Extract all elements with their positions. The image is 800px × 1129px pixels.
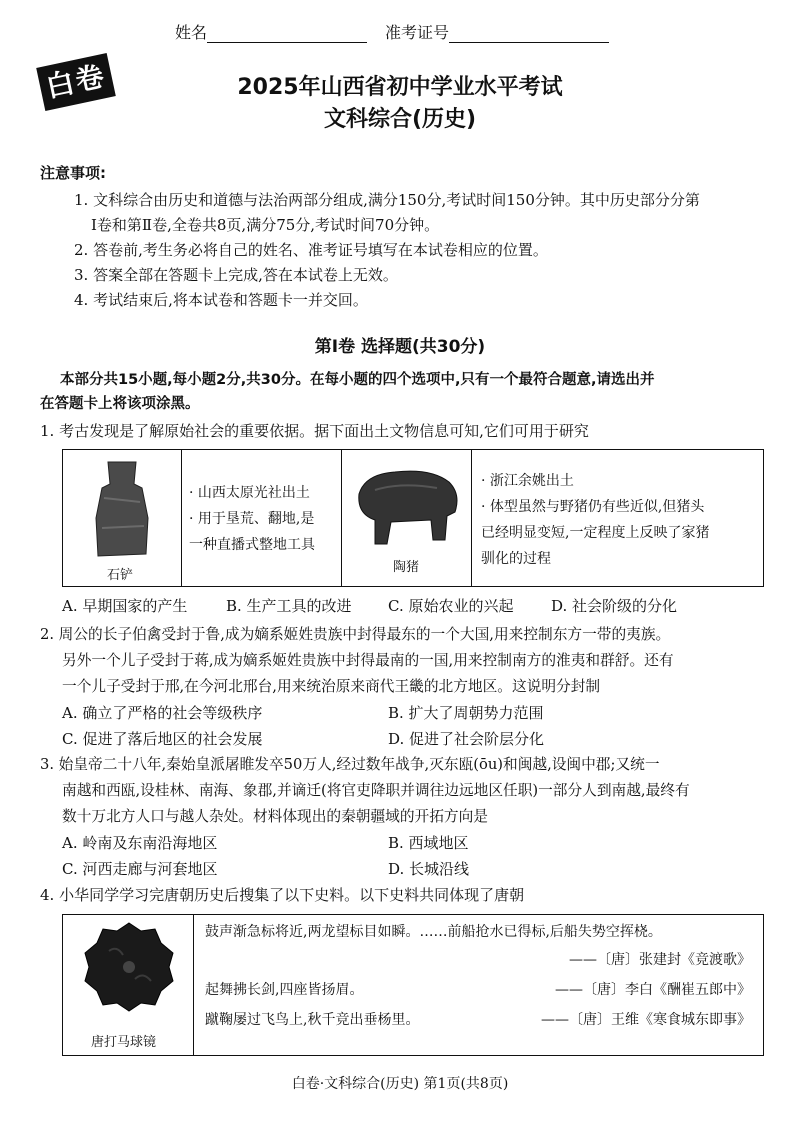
- exam-title: 2025年山西省初中学业水平考试: [237, 75, 563, 100]
- poem-1-source: ——〔唐〕张建封《竞渡歌》: [569, 952, 751, 968]
- q2-line-2: 另外一个儿子受封于蒋,成为嫡系姬姓贵族中封得最南的一国,用来控制南方的淮夷和群舒。还有: [62, 652, 674, 669]
- stone-spade-info-3: 一种直播式整地工具: [189, 537, 315, 553]
- q1-option-c: C. 原始农业的兴起: [388, 597, 514, 615]
- section-title: 第Ⅰ卷 选择题(共30分): [314, 337, 486, 357]
- q1-option-d: D. 社会阶级的分化: [551, 597, 678, 615]
- q4-source-table: [62, 914, 764, 1056]
- q4-stem: 4. 小华同学学习完唐朝历史后搜集了以下史料。以下史料共同体现了唐朝: [40, 886, 525, 904]
- pottery-pig-icon: [351, 460, 463, 552]
- name-blank: [207, 24, 367, 43]
- polo-mirror-caption: 唐打马球镜: [91, 1035, 157, 1050]
- pottery-pig-caption: 陶猪: [393, 560, 420, 575]
- q2-option-c: C. 促进了落后地区的社会发展: [62, 730, 263, 748]
- q1-artifact-table: [62, 449, 764, 587]
- poem-3-text: 蹴鞠屡过飞鸟上,秋千竞出垂杨里。: [205, 1012, 420, 1028]
- q2-option-d: D. 促进了社会阶层分化: [388, 730, 545, 748]
- q3-option-b: B. 西域地区: [388, 834, 469, 852]
- note-4: 4. 考试结束后,将本试卷和答题卡一并交回。: [74, 291, 368, 309]
- polo-mirror-icon: [83, 921, 175, 1013]
- note-1b: Ⅰ卷和第Ⅱ卷,全卷共8页,满分75分,考试时间70分钟。: [91, 216, 440, 234]
- section-instruction-1: 本部分共15小题,每小题2分,共30分。在每小题的四个选项中,只有一个最符合题意,请选出并: [60, 372, 655, 388]
- q2-option-a: A. 确立了严格的社会等级秩序: [62, 704, 263, 722]
- q3-line-2: 南越和西瓯,设桂林、南海、象郡,并谪迁(将官吏降职并调往边远地区任职)一部分人到南越,最终有: [62, 782, 690, 799]
- q2-line-3: 一个儿子受封于邢,在今河北邢台,用来统治原来商代王畿的北方地区。这说明分封制: [62, 678, 601, 695]
- poem-2-text: 起舞拂长剑,四座皆扬眉。: [205, 982, 364, 998]
- poem-1-text: 鼓声渐急标将近,两龙望标目如瞬。……前船抢水已得标,后船失势空挥桡。: [205, 924, 662, 940]
- q3-option-d: D. 长城沿线: [388, 860, 470, 878]
- poem-2-source: ——〔唐〕李白《酬崔五郎中》: [555, 982, 751, 998]
- stone-spade-icon: [90, 458, 154, 562]
- q1-stem: 1. 考古发现是了解原始社会的重要依据。据下面出土文物信息可知,它们可用于研究: [40, 422, 589, 440]
- q3-option-c: C. 河西走廊与河套地区: [62, 860, 218, 878]
- pottery-pig-info-3: 已经明显变短,一定程度上反映了家猪: [481, 525, 710, 541]
- id-blank: [449, 24, 609, 43]
- q2-line-1: 2. 周公的长子伯禽受封于鲁,成为嫡系姬姓贵族中封得最东的一个大国,用来控制东方一带的夷族。: [40, 626, 671, 643]
- id-field: [385, 20, 609, 43]
- notes-heading: 注意事项:: [40, 164, 106, 182]
- stone-spade-caption: 石铲: [107, 568, 134, 583]
- q1-option-b: B. 生产工具的改进: [226, 597, 352, 615]
- pottery-pig-info-2: · 体型虽然与野猪仍有些近似,但猪头: [481, 499, 705, 515]
- q3-option-a: A. 岭南及东南沿海地区: [62, 834, 218, 852]
- pottery-pig-info-4: 驯化的过程: [481, 551, 551, 567]
- q3-line-3: 数十万北方人口与越人杂处。材料体现出的秦朝疆域的开拓方向是: [62, 808, 488, 825]
- q1-option-a: A. 早期国家的产生: [62, 597, 188, 615]
- poem-3-source: ——〔唐〕王维《寒食城东即事》: [541, 1012, 751, 1028]
- note-1a: 1. 文科综合由历史和道德与法治两部分组成,满分150分,考试时间150分钟。其中历史部分分第: [74, 191, 700, 209]
- stone-spade-info-1: · 山西太原光社出土: [189, 485, 310, 501]
- id-label: 准考证号: [385, 23, 450, 42]
- pottery-pig-info-1: · 浙江余姚出土: [481, 473, 574, 489]
- note-3: 3. 答案全部在答题卡上完成,答在本试卷上无效。: [74, 266, 398, 284]
- paper-badge: 白卷: [36, 53, 116, 111]
- name-label: 姓名: [175, 23, 208, 42]
- page-footer: 白卷·文科综合(历史) 第1页(共8页): [291, 1076, 509, 1092]
- exam-subtitle: 文科综合(历史): [323, 107, 477, 132]
- q3-line-1: 3. 始皇帝二十八年,秦始皇派屠睢发卒50万人,经过数年战争,灭东瓯(ōu)和闽越,设闽中郡;又统一: [40, 756, 660, 773]
- note-2: 2. 答卷前,考生务必将自己的姓名、准考证号填写在本试卷相应的位置。: [74, 241, 548, 259]
- name-field: [175, 20, 367, 43]
- q2-option-b: B. 扩大了周朝势力范围: [388, 704, 544, 722]
- stone-spade-info-2: · 用于垦荒、翻地,是: [189, 511, 315, 527]
- section-instruction-2: 在答题卡上将该项涂黑。: [40, 396, 200, 412]
